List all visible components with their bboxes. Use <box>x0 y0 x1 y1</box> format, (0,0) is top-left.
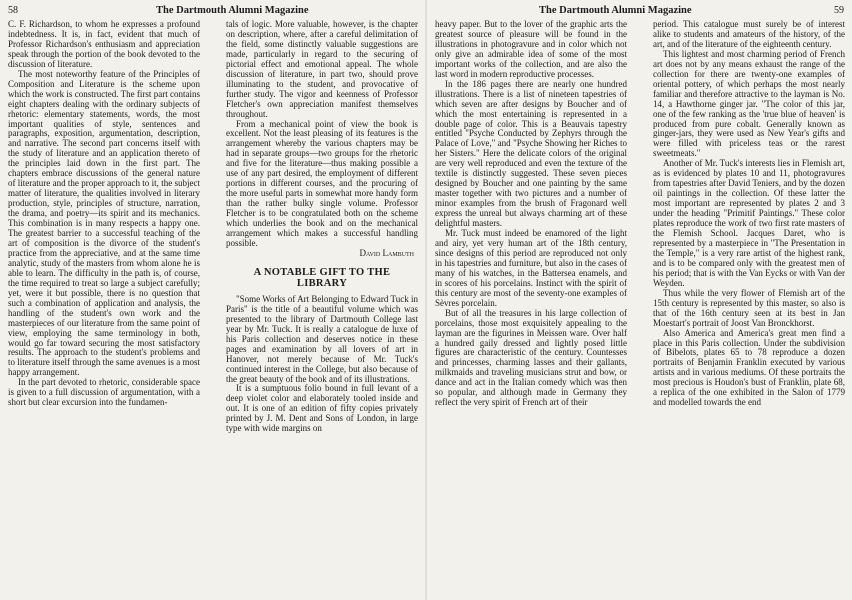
page-number-left: 58 <box>8 5 18 16</box>
paragraph: In the 186 pages there are nearly one hundred illustrations. There is a list of nineteen tapestries of which seven are after designs by Boucher and of which the most entertaining is represented in a double page of color. This is a Beauvais tapestry entitled "Psyche Conducted by Zephyrs through the Palace of Love," and "Psyche Showing her Riches to her Sisters." Here the delicate colors of the original are very well reproduced and even the texture of the textile is distinctly suggested. These seven pieces designed by Boucher and one painting by the same master together with two pictures and a number of minor examples from the brush of Fragonard well express the unreal but always charming art of these delightful masters. <box>435 78 627 229</box>
paragraph: It is a sumptuous folio bound in full levant of a deep violet color and elaborately tooled inside and out. It is one of an edition of fifty copies privately printed by J. M. Dent and Sons of London, in large type with wide margins on <box>226 383 418 434</box>
column-3 <box>435 20 627 595</box>
paragraph: In the part devoted to rhetoric, considerable space is given to a full discussion of argumentation, with a short but clear excursion into the fundamen- <box>8 377 200 408</box>
paragraph: But of all the treasures in his large collection of porcelains, those most exquisitely appealing to the layman are the figurines in Meissen ware. Over half a hundred gaily dressed and lightly posed little figures are characteristic of the century. Countesses and princesses, charming lasses and their gallants, milkmaids and traveling musicians strut and bow, or dance and act in the Italian comedy which was then so popular, and although made in Germany they reflect the very spirit of French art of their <box>435 307 627 408</box>
paragraph: tals of logic. More valuable, however, is the chapter on description, where, after a careful delimitation of the field, some distinctly valuable suggestions are made, particularly in regard to the securing of pictorial effect and emotional appeal. The whole discussion of literature, in part two, should prove illuminating to the student, and provocative of further study. The vigor and keenness of Professor Fletcher's own appreciation manifest themselves throughout. <box>226 20 418 119</box>
paragraph: "Some Works of Art Belonging to Edward Tuck in Paris" is the title of a beautiful volume which was presented to the library of Dartmouth College last year by Mr. Tuck. It is really a catalogue de luxe of his Paris collection and deserves notice in these pages and examination by all lovers of art in Hanover, not merely because of Mr. Tuck's continued interest in the College, but also because of the great beauty of the book and of its illustrations. <box>226 293 418 384</box>
paragraph: C. F. Richardson, to whom he expresses a profound indebtedness. It is, in fact, evident that much of Professor Richardson's enthusiasm and appreciation speak through the portion of the book devoted to the discussion of literature. <box>8 20 200 69</box>
running-title-right: The Dartmouth Alumni Magazine <box>539 5 692 16</box>
paragraph: period. This catalogue must surely be of interest alike to students and amateurs of the history, of the art, and of the literature of the eighteenth century. <box>653 20 845 49</box>
right-page <box>427 0 852 600</box>
article-heading-line: LIBRARY <box>296 277 348 289</box>
paragraph: Another of Mr. Tuck's interests lies in Flemish art, as is evidenced by plates 10 and 11, photogravures from tapestries after David Teniers, and by the dozen oil paintings in the collection. Of these latter the most important are represented by plates 2 and 3 under the heading "Primitif Paintings." These color plates reproduce the work of two first rate masters of the Flemish School. Jacques Daret, who is represented by a masterpiece in "The Presentation in the Temple," is a very rare artist of the highest rank, and is to be compared only with the greatest men of his period; that is with the Van Eycks or with Van der Weyden. <box>653 158 845 288</box>
running-head-right <box>427 2 852 20</box>
article-heading <box>226 267 418 289</box>
paragraph: Also America and America's great men find a place in this Paris collection. Under the subdivision of Bibelots, plates 65 to 78 reproduce a dozen portraits of Benjamin Franklin executed by various artists and in various mediums. Of these portraits the most precious is Houdon's bust of Franklin, plate 68, a replica of the one exhibited in the Salon of 1779 and modelled towards the end <box>653 327 845 408</box>
paragraph: From a mechanical point of view the book is excellent. Not the least pleasing of its features is the arrangement whereby the various chapters may be had in separate groups—two groups for the rhetoric and five for the literature—thus making possible a use of any part desired, the employment of different portions in different courses, and the procuring of the more useful parts in somewhat more handy form than the rather bulky single volume. Professor Fletcher is to be congratulated both on the scheme which underlies the book and on the mechanical arrangement which makes a successful handling possible. <box>226 118 418 248</box>
article-heading-line: A NOTABLE GIFT TO THE <box>253 266 391 278</box>
column-1 <box>8 20 200 595</box>
page-number-right: 59 <box>834 5 844 16</box>
column-2 <box>226 20 418 595</box>
running-title-left: The Dartmouth Alumni Magazine <box>156 5 309 16</box>
paragraph: The most noteworthy feature of the Principles of Composition and Literature is the scheme upon which the work is constructed. The first part contains eight chapters dealing with the ordinary subjects of rhetoric: elementary statements, words, the most important qualities of style, sentences and paragraphs, exposition, argumentation, description, and narrative. The second part concerns itself with the study of literature and an application thereto of the principles laid down in the first part. The chapters embrace discussions of the general nature of literature and the proper approach to it, the subject matter of literature, the qualities involved in literary production, style, principles of structure, narration, the drama, and poetry—its spirit and its mechanics. This combination is in many respects a happy one. The greatest barrier to a successful teaching of the art of composition is the divorce of the student's practice from the appreciative, and at the same time analytic, study of the masters from whom alone he is able to learn. The difficulty in the path is, of course, the time required to treat so large a subject carefully; yet, were it but possible, there is no question that such a combination of application and analysis, the handling of the student's own work and the masterpieces of our literature from the same point of view, employing the same terminology in both, would go far toward securing the most satisfactory results. The approach to the student's problems and to literature itself through the same avenues is a most happy arrangement. <box>8 68 200 378</box>
paragraph: This lightest and most charming period of French art does not by any means exhaust the range of the collection for there are twenty-one examples of oriental pottery, of which perhaps the most nearly familiar and therefore attractive to the layman is No. 14, a Hawthorne ginger jar. "The color of this jar, one of the few ranking as the 'true blue of heaven' is produced from pure cobalt. Generally known as ginger-jars, they were used as New Year's gifts and were filled with priceless teas or the rarest sweetmeats." <box>653 48 845 159</box>
running-head-left <box>0 2 426 20</box>
paragraph: Mr. Tuck must indeed be enamored of the light and airy, yet very human art of the 18th century, since designs of this period are reproduced not only in his tapestries and furniture, but also in the cases of many of his watches, in the Battersea enamels, and in scores of his porcelains. Instinct with the spirit of this century are most of the seventy-one examples of Sèvres porcelain. <box>435 228 627 308</box>
author-signature: David Lambuth <box>359 247 414 258</box>
paragraph: heavy paper. But to the lover of the graphic arts the greatest source of pleasure will be found in the illustrations in photogravure and in color which not only give an admirable idea of some of the most important works of the collection, and are also the last word in modern reproductive processes. <box>435 20 627 79</box>
paragraph: Thus while the very flower of Flemish art of the 15th century is represented by this master, so also is that of the 16th century seen at its best in Jan Moestart's portrait of Joost Van Bronckhorst. <box>653 287 845 328</box>
column-4 <box>653 20 845 595</box>
